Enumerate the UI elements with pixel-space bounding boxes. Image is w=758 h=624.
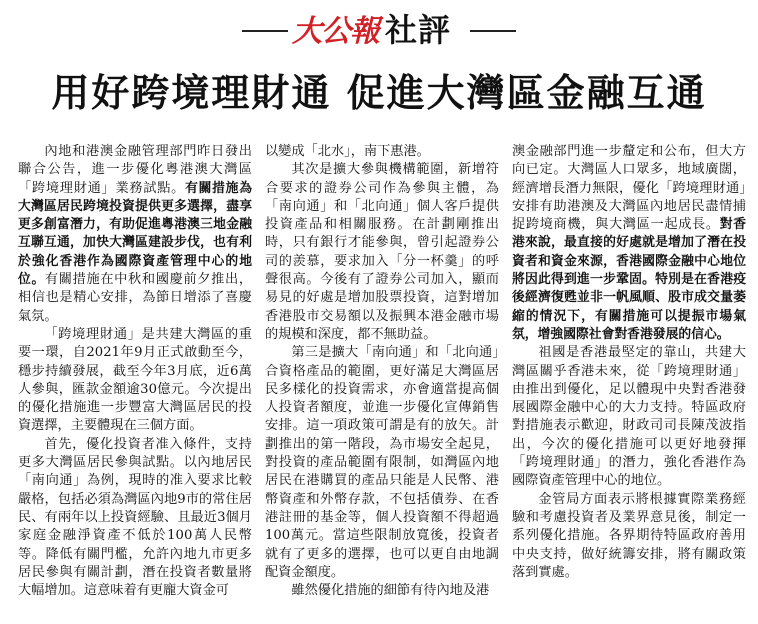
paragraph: 其次是擴大參與機構範圍，新增符合要求的證券公司作為參與主體，為「南向通」和「北向通」個人客戶提供投資產品和相關服務。在計劃剛推出時，只有銀行才能參與，曾引起證券公司的羨慕，要求加入「分一杯羹」的呼聲很高。今後有了證券公司加入，顯而易見的好處是增加股票投資，這對增加香港股市交易額以及振興本港金融市場的規模和深度，都不無助益。 xyxy=(265,162,499,342)
bold-text: 有關措施為大灣區居民跨境投資提供更多選擇，盡享更多創富潛力，有助促進粵港澳三地金融互聯互通，加快大灣區建設步伐，也有利於強化香港作為國際資產管理中心的地位。 xyxy=(18,180,252,288)
column-3 xyxy=(512,143,746,619)
paragraph-text: 有關措施在中秋和國慶前夕推出，相信也是精心安排，為節日增添了喜慶氣氛。 xyxy=(18,272,252,324)
section-label: 社評 xyxy=(385,11,452,49)
paragraph-text: 內地和港澳金融管理部門昨日發出聯合公告，進一步優化粵港澳大灣區「跨境理財通」業務試點。 xyxy=(18,144,252,196)
paragraph: 祖國是香港最堅定的靠山，共建大灣區關乎香港未來，從「跨境理財通」由推出到優化，足以體現中央對香港發展國際金融中心的大力支持。特區政府對措施表示歡迎，財政司司長陳茂波指出，今次的優化措施可以更好地發揮「跨境理財通」的潛力，強化香港作為國際資產管理中心的地位。 xyxy=(512,345,746,489)
masthead xyxy=(0,0,758,52)
newspaper-logo: 大公報 xyxy=(292,14,379,49)
bold-text: 對香港來說，最直接的好處就是增加了潛在投資者和資金來源，香港國際金融中心地位將因此得到進一步鞏固。特別是在香港疫後經濟復甦並非一帆風順、股市成交量萎縮的情況下，有關措施可以提振市場氣氛，增強國際社會對香港發展的信心。 xyxy=(512,217,746,342)
paragraph: 以變成「北水」，南下惠港。 xyxy=(265,144,430,159)
article-body xyxy=(18,143,746,619)
paragraph xyxy=(512,143,746,344)
paragraph: 金管局方面表示將根據實際業務經驗和考慮投資者及業界意見後，制定一系列優化措施。各界期待特區政府善用中央支持，做好統籌安排，將有關政策落到實處。 xyxy=(512,491,746,580)
paragraph: 第三是擴大「南向通」和「北向通」合資格產品的範圍，更好滿足大灣區居民多樣化的投資需求，亦會適當提高個人投資者額度，並進一步優化宣傳銷售安排。這一項政策可謂是有的放矢。計劃推出的第一階段，為市場安全起見，對投資的產品範圍有限制，如灣區內地居民在港購買的產品只能是人民幣、港幣資產和外幣存款，不包括債券、在香港註冊的基金等，個人投資額不得超過100萬元。當這些限制放寬後，投資者就有了更多的選擇，也可以更自由地調配資金額度。 xyxy=(265,345,499,580)
headline: 用好跨境理財通 促進大灣區金融互通 xyxy=(51,71,707,115)
column-2 xyxy=(265,143,499,619)
column-1 xyxy=(18,143,252,619)
paragraph: 雖然優化措施的細節有待內地及港 xyxy=(291,583,490,599)
masthead-rule-right xyxy=(470,30,516,32)
paragraph: 「跨境理財通」是共建大灣區的重要一環，自2021年9月正式啟動至今，穩步持續發展，截至今年3月底，近6萬人參與，匯款金額逾30億元。今次提出的優化措施進一步豐富大灣區居民的投資選擇，主要體現在三個方面。 xyxy=(18,326,252,434)
paragraph-text: 澳金融部門進一步釐定和公布，但大方向已定。大灣區人口眾多，地域廣闊，經濟增長潛力無限，優化「跨境理財通」安排有助港澳及大灣區內地居民盡情捕捉跨境商機，與大灣區一起成長。 xyxy=(512,144,746,233)
paragraph xyxy=(18,143,252,326)
masthead-brand xyxy=(292,6,451,50)
masthead-rule-left xyxy=(242,30,288,32)
paragraph: 首先，優化投資者准入條件，支持更多大灣區居民參與試點。以內地居民「南向通」為例，現時的准入要求比較嚴格，包括必須為灣區內地9市的常住居民、有兩年以上投資經驗、且最近3個月家庭金融淨資產不低於100萬人民幣等。降低有關門檻，允許內地九市更多居民參與有關計劃，潛在投資者數量將大幅增加。這意味着有更龐大資金可 xyxy=(18,436,252,599)
